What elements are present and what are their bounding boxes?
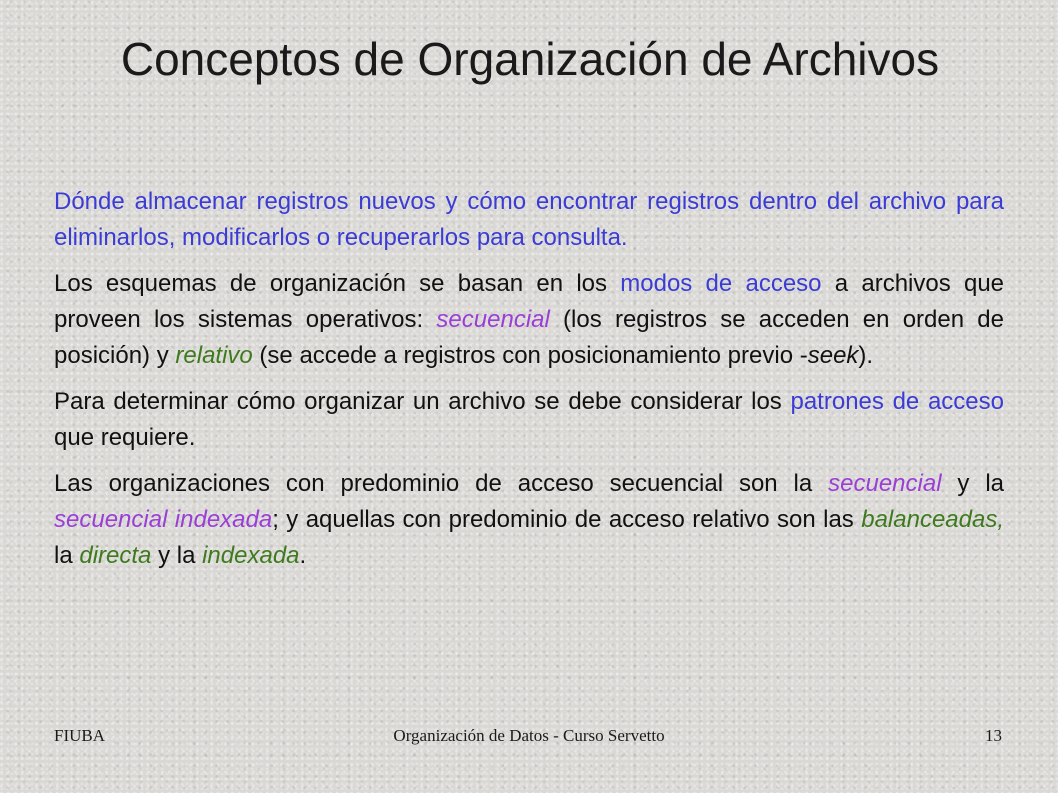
p4-text-6: . bbox=[299, 542, 307, 569]
slide-title: Conceptos de Organización de Archivos bbox=[120, 33, 940, 85]
paragraph-1: Dónde almacenar registros nuevos y cómo encontrar registros dentro del archivo para eliminarlos, modificarlos o recuperarlos para consulta. bbox=[54, 188, 1004, 251]
footer-center: Organización de Datos - Curso Servetto bbox=[393, 726, 665, 745]
page-number: 13 bbox=[985, 726, 1002, 745]
p3-text-1: Para determinar cómo organizar un archivo se debe considerar los bbox=[54, 388, 791, 415]
paragraph-2 bbox=[54, 266, 1004, 374]
term-patrones-de-acceso: patrones de acceso bbox=[790, 388, 1004, 415]
footer-left: FIUBA bbox=[54, 726, 106, 745]
p2-text-5: ). bbox=[858, 342, 874, 369]
term-relativo: relativo bbox=[175, 342, 253, 369]
term-secuencial: secuencial bbox=[436, 306, 550, 333]
term-indexada: indexada bbox=[202, 542, 300, 569]
p2-text-3: (los registros se acceden en orden de posición) y bbox=[54, 306, 1004, 369]
slide-body bbox=[54, 184, 1004, 584]
term-secuencial-2: secuencial bbox=[828, 470, 942, 497]
term-seek: seek bbox=[807, 342, 859, 369]
paragraph-4 bbox=[54, 466, 1004, 574]
p2-text-1: Los esquemas de organización se basan en los bbox=[54, 270, 621, 297]
term-modos-de-acceso: modos de acceso bbox=[620, 270, 822, 297]
paragraph-3 bbox=[54, 384, 1004, 456]
term-secuencial-indexada: secuencial indexada bbox=[54, 506, 273, 533]
p3-text-2: que requiere. bbox=[54, 424, 196, 451]
p4-text-2: y la bbox=[941, 470, 1004, 497]
p4-text-3: ; y aquellas con predominio de acceso relativo son las bbox=[272, 506, 862, 533]
p4-text-1: Las organizaciones con predominio de acceso secuencial son la bbox=[54, 470, 829, 497]
p2-text-2: a archivos que proveen los sistemas operativos: bbox=[54, 270, 1005, 333]
p4-text-5: y la bbox=[151, 542, 203, 569]
p4-text-4: la bbox=[54, 542, 80, 569]
term-balanceadas: balanceadas, bbox=[861, 506, 1004, 533]
term-directa: directa bbox=[79, 542, 152, 569]
p2-text-4: (se accede a registros con posicionamiento previo - bbox=[252, 342, 808, 369]
